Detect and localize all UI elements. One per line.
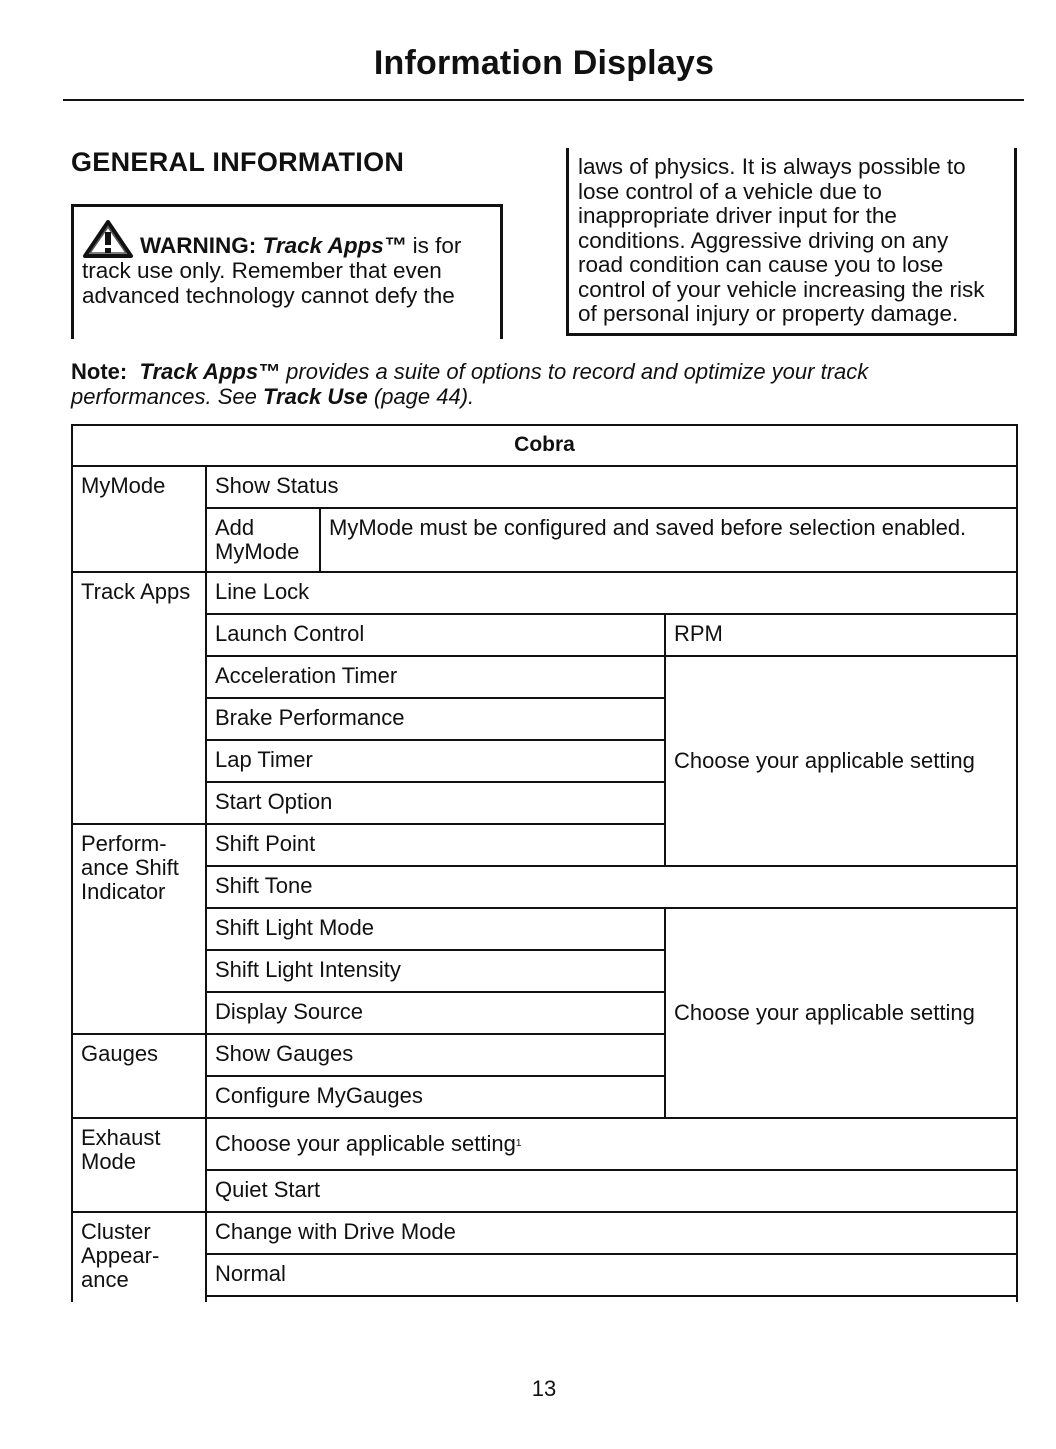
table-cell-text: Choose your applicable setting xyxy=(215,1131,516,1156)
table-cell: Start Option xyxy=(206,782,665,824)
warning-line-2: track use only. Remember that even xyxy=(82,258,442,283)
table-cell: Line Lock xyxy=(206,572,1017,614)
table-cell: Choose your applicable setting xyxy=(665,908,1017,1118)
note-text: provides a suite of options to record and optimize your track performances. See xyxy=(71,359,869,409)
category-exhaust-mode: Exhaust Mode xyxy=(72,1118,206,1212)
track-use-link[interactable]: Track Use xyxy=(262,383,368,409)
table-cell: Brake Performance xyxy=(206,698,665,740)
warning-text-1: is for xyxy=(406,233,462,258)
page-number: 13 xyxy=(531,1376,557,1401)
category-cluster-appearance: Cluster Appear-ance xyxy=(72,1212,206,1338)
warning-cont-line: inappropriate driver input for the xyxy=(578,203,897,228)
table-cell: Shift Light Intensity xyxy=(206,950,665,992)
title-divider xyxy=(63,99,1024,101)
warning-cont-line: control of your vehicle increasing the risk xyxy=(578,276,985,302)
table-cell: RPM xyxy=(665,614,1017,656)
table-cell: Lap Timer xyxy=(206,740,665,782)
category-mymode: MyMode xyxy=(72,466,206,572)
table-cell: Normal xyxy=(206,1254,1017,1296)
page-title: Information Displays xyxy=(373,44,715,82)
category-shift-indicator: Perform-ance Shift Indicator xyxy=(72,824,206,1034)
table-cell: Add MyMode xyxy=(206,508,320,572)
table-header: Cobra xyxy=(72,425,1017,466)
warning-line-1 xyxy=(82,219,500,259)
warning-line-3: advanced technology cannot defy the xyxy=(82,282,455,308)
warning-label: WARNING: xyxy=(140,233,257,258)
section-heading: GENERAL INFORMATION xyxy=(71,147,405,177)
footnote-marker: 1 xyxy=(515,1138,522,1149)
page-bottom-margin xyxy=(0,1302,1056,1362)
table-cell: Show Gauges xyxy=(206,1034,665,1076)
note-page-ref: (page 44). xyxy=(367,383,475,409)
warning-cont-line: conditions. Aggressive driving on any xyxy=(578,227,949,253)
table-cell: Shift Tone xyxy=(206,866,1017,908)
category-track-apps: Track Apps xyxy=(72,572,206,824)
note-label: Note: xyxy=(71,359,128,384)
warning-cont-line: lose control of a vehicle due to xyxy=(578,178,882,204)
menu-table xyxy=(71,424,1018,1339)
warning-product: Track Apps™ xyxy=(262,233,407,258)
warning-cont-line: of personal injury or property damage. xyxy=(578,301,959,326)
table-cell: MyMode must be configured and saved before selection enabled. xyxy=(320,508,1017,572)
table-cell: Choose your applicable setting xyxy=(665,656,1017,866)
warning-cont-line: road condition can cause you to lose xyxy=(578,252,944,277)
table-cell: Configure MyGauges xyxy=(206,1076,665,1118)
warning-triangle-icon xyxy=(82,219,134,259)
table-cell: Show Status xyxy=(206,466,1017,508)
table-cell: Launch Control xyxy=(206,614,665,656)
table-cell: Acceleration Timer xyxy=(206,656,665,698)
table-cell: Shift Point xyxy=(206,824,665,866)
table-cell: Display Source xyxy=(206,992,665,1034)
warning-box-continued xyxy=(566,148,1017,336)
table-cell: Shift Light Mode xyxy=(206,908,665,950)
table-cell xyxy=(206,1118,1017,1170)
table-cell: Change with Drive Mode xyxy=(206,1212,1017,1254)
warning-box xyxy=(71,204,503,339)
table-cell: Quiet Start xyxy=(206,1170,1017,1212)
note-product: Track Apps™ xyxy=(139,359,281,384)
category-gauges: Gauges xyxy=(72,1034,206,1118)
warning-cont-line: laws of physics. It is always possible to xyxy=(578,154,966,179)
note xyxy=(71,360,971,409)
